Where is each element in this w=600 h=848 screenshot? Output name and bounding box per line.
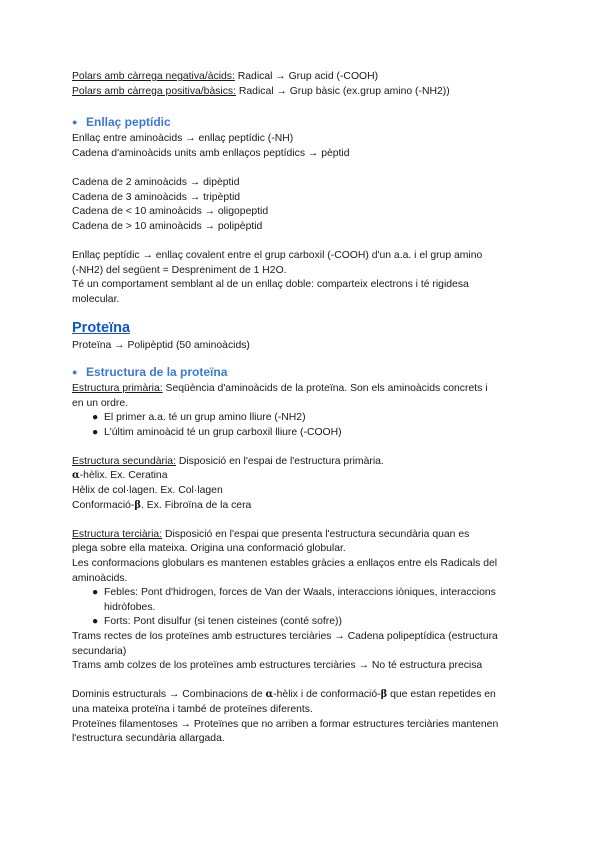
spacer (72, 440, 532, 455)
text-line: Proteïnes filamentoses → Proteïnes que no arriben a formar estructures terciàries mantenen (72, 718, 499, 730)
term-label: Estructura terciària: (72, 528, 163, 540)
text-line: Cadena d'aminoàcids units amb enllaços peptídics → pèptid (72, 147, 350, 159)
bullet-icon: ● (72, 366, 78, 377)
line-text: Disposició en l'espai de l'estructura primària. (175, 455, 384, 467)
text-line: una mateixa proteïna i també de proteïnes diferents. (72, 703, 313, 715)
heading-text: Estructura de la proteïna (86, 364, 228, 379)
spacer (72, 674, 532, 689)
spacer (72, 161, 532, 176)
term-label: Polars amb càrrega negativa/àcids: (72, 71, 235, 82)
text-line: l'estructura secundària allargada. (72, 733, 225, 745)
text-line (72, 688, 532, 703)
text-line: molecular. (72, 293, 120, 305)
text-line: Cadena de 3 aminoàcids → tripèptid (72, 191, 241, 203)
text-line: Cadena de 2 aminoàcids → dipèptid (72, 176, 240, 188)
list-item-continuation: hidròfobes. (104, 601, 156, 613)
text-line (72, 499, 532, 514)
line-text: . Ex. Fibroïna de la cera (141, 499, 252, 511)
heading-proteina[interactable]: Proteïna (72, 320, 131, 337)
text-line: Cadena de < 10 aminoàcids → oligopeptid (72, 206, 269, 218)
term-label: Polars amb càrrega positiva/bàsics: (72, 85, 237, 97)
document-content (72, 70, 532, 747)
line-text: Dominis estructurals → Combinacions de (72, 689, 266, 701)
text-line: (-NH2) del següent = Despreniment de 1 H2O. (72, 264, 287, 276)
line-text: Seqüència d'aminoàcids de la proteïna. Son els aminoàcids concrets i (162, 382, 488, 394)
text-line: aminoàcids. (72, 572, 128, 584)
text-line: plega sobre ella mateixa. Origina una conformació globular. (72, 543, 346, 555)
spacer (72, 513, 532, 528)
text-line: Cadena de > 10 aminoàcids → polipèptid (72, 220, 263, 232)
line-text: -hèlix i de conformació- (273, 689, 381, 701)
list-item-text: Forts: Pont disulfur (si tenen cisteines (conté sofre)) (104, 616, 342, 628)
list-item-text: Febles: Pont d'hidrogen, forces de Van der Waals, interaccions iòniques, interaccions (104, 587, 496, 599)
heading-text: Enllaç peptídic (86, 115, 171, 130)
text-line (72, 469, 532, 484)
line-text: Disposició en l'espai que presenta l'estructura secundària quan es (162, 528, 470, 540)
beta-symbol: β (380, 689, 388, 701)
line-text: que estan repetides en (387, 689, 496, 701)
list-item (88, 411, 532, 426)
bullet-icon: ● (72, 117, 78, 128)
bullet-icon: ● (92, 426, 99, 438)
bullet-icon: ● (92, 587, 99, 599)
text-line: Hèlix de col·lagen. Ex. Col·lagen (72, 485, 223, 497)
line-text: Conformació- (72, 499, 135, 511)
line-text: Radical → Grup acid (-COOH) (234, 71, 379, 82)
bullet-icon: ● (92, 412, 99, 424)
text-line: Les conformacions globulars es mantenen estables gràcies a enllaços entre els Radicals del (72, 558, 498, 570)
text-line: Trams amb colzes de los proteïnes amb estructures terciàries → No té estructura precisa (72, 660, 483, 672)
text-line: secundaria) (72, 645, 127, 657)
text-line: Enllaç peptídic → enllaç covalent entre el grup carboxil (-COOH) d'un a.a. i el grup amino (72, 249, 483, 261)
text-line (72, 70, 532, 85)
term-label: Estructura primària: (72, 382, 163, 394)
section-heading-estructura (72, 364, 532, 380)
beta-symbol: β (134, 499, 142, 511)
spacer (72, 234, 532, 249)
bullet-icon: ● (92, 616, 99, 628)
line-text: -hèlix. Ex. Ceratina (79, 470, 168, 482)
list-item-text: El primer a.a. té un grup amino lliure (-NH2) (104, 412, 306, 424)
term-label: Estructura secundària: (72, 455, 176, 467)
alpha-symbol: α (72, 470, 80, 482)
list-item (88, 615, 532, 630)
list-item-text: L'últim aminoàcid té un grup carboxil lliure (-COOH) (104, 426, 342, 438)
line-text: Radical → Grup bàsic (ex.grup amino (-NH2)) (236, 85, 450, 97)
section-heading-enllac (72, 114, 532, 130)
text-line: Trams rectes de los proteïnes amb estructures terciàries → Cadena polipeptídica (estructura (72, 631, 498, 642)
text-line: Té un comportament semblant al de un enllaç doble: comparteix electrons i té rigidesa (72, 279, 469, 291)
text-line (72, 455, 532, 470)
text-line: Proteïna → Polipèptid (50 aminoàcids) (72, 340, 250, 352)
text-line (72, 85, 532, 100)
list-item (88, 586, 532, 601)
text-line (72, 528, 532, 543)
text-line: en un ordre. (72, 397, 129, 409)
alpha-symbol: α (265, 689, 274, 701)
list-item (88, 426, 532, 441)
text-line: Enllaç entre aminoàcids → enllaç peptídic (-NH) (72, 133, 294, 145)
text-line (72, 382, 532, 397)
